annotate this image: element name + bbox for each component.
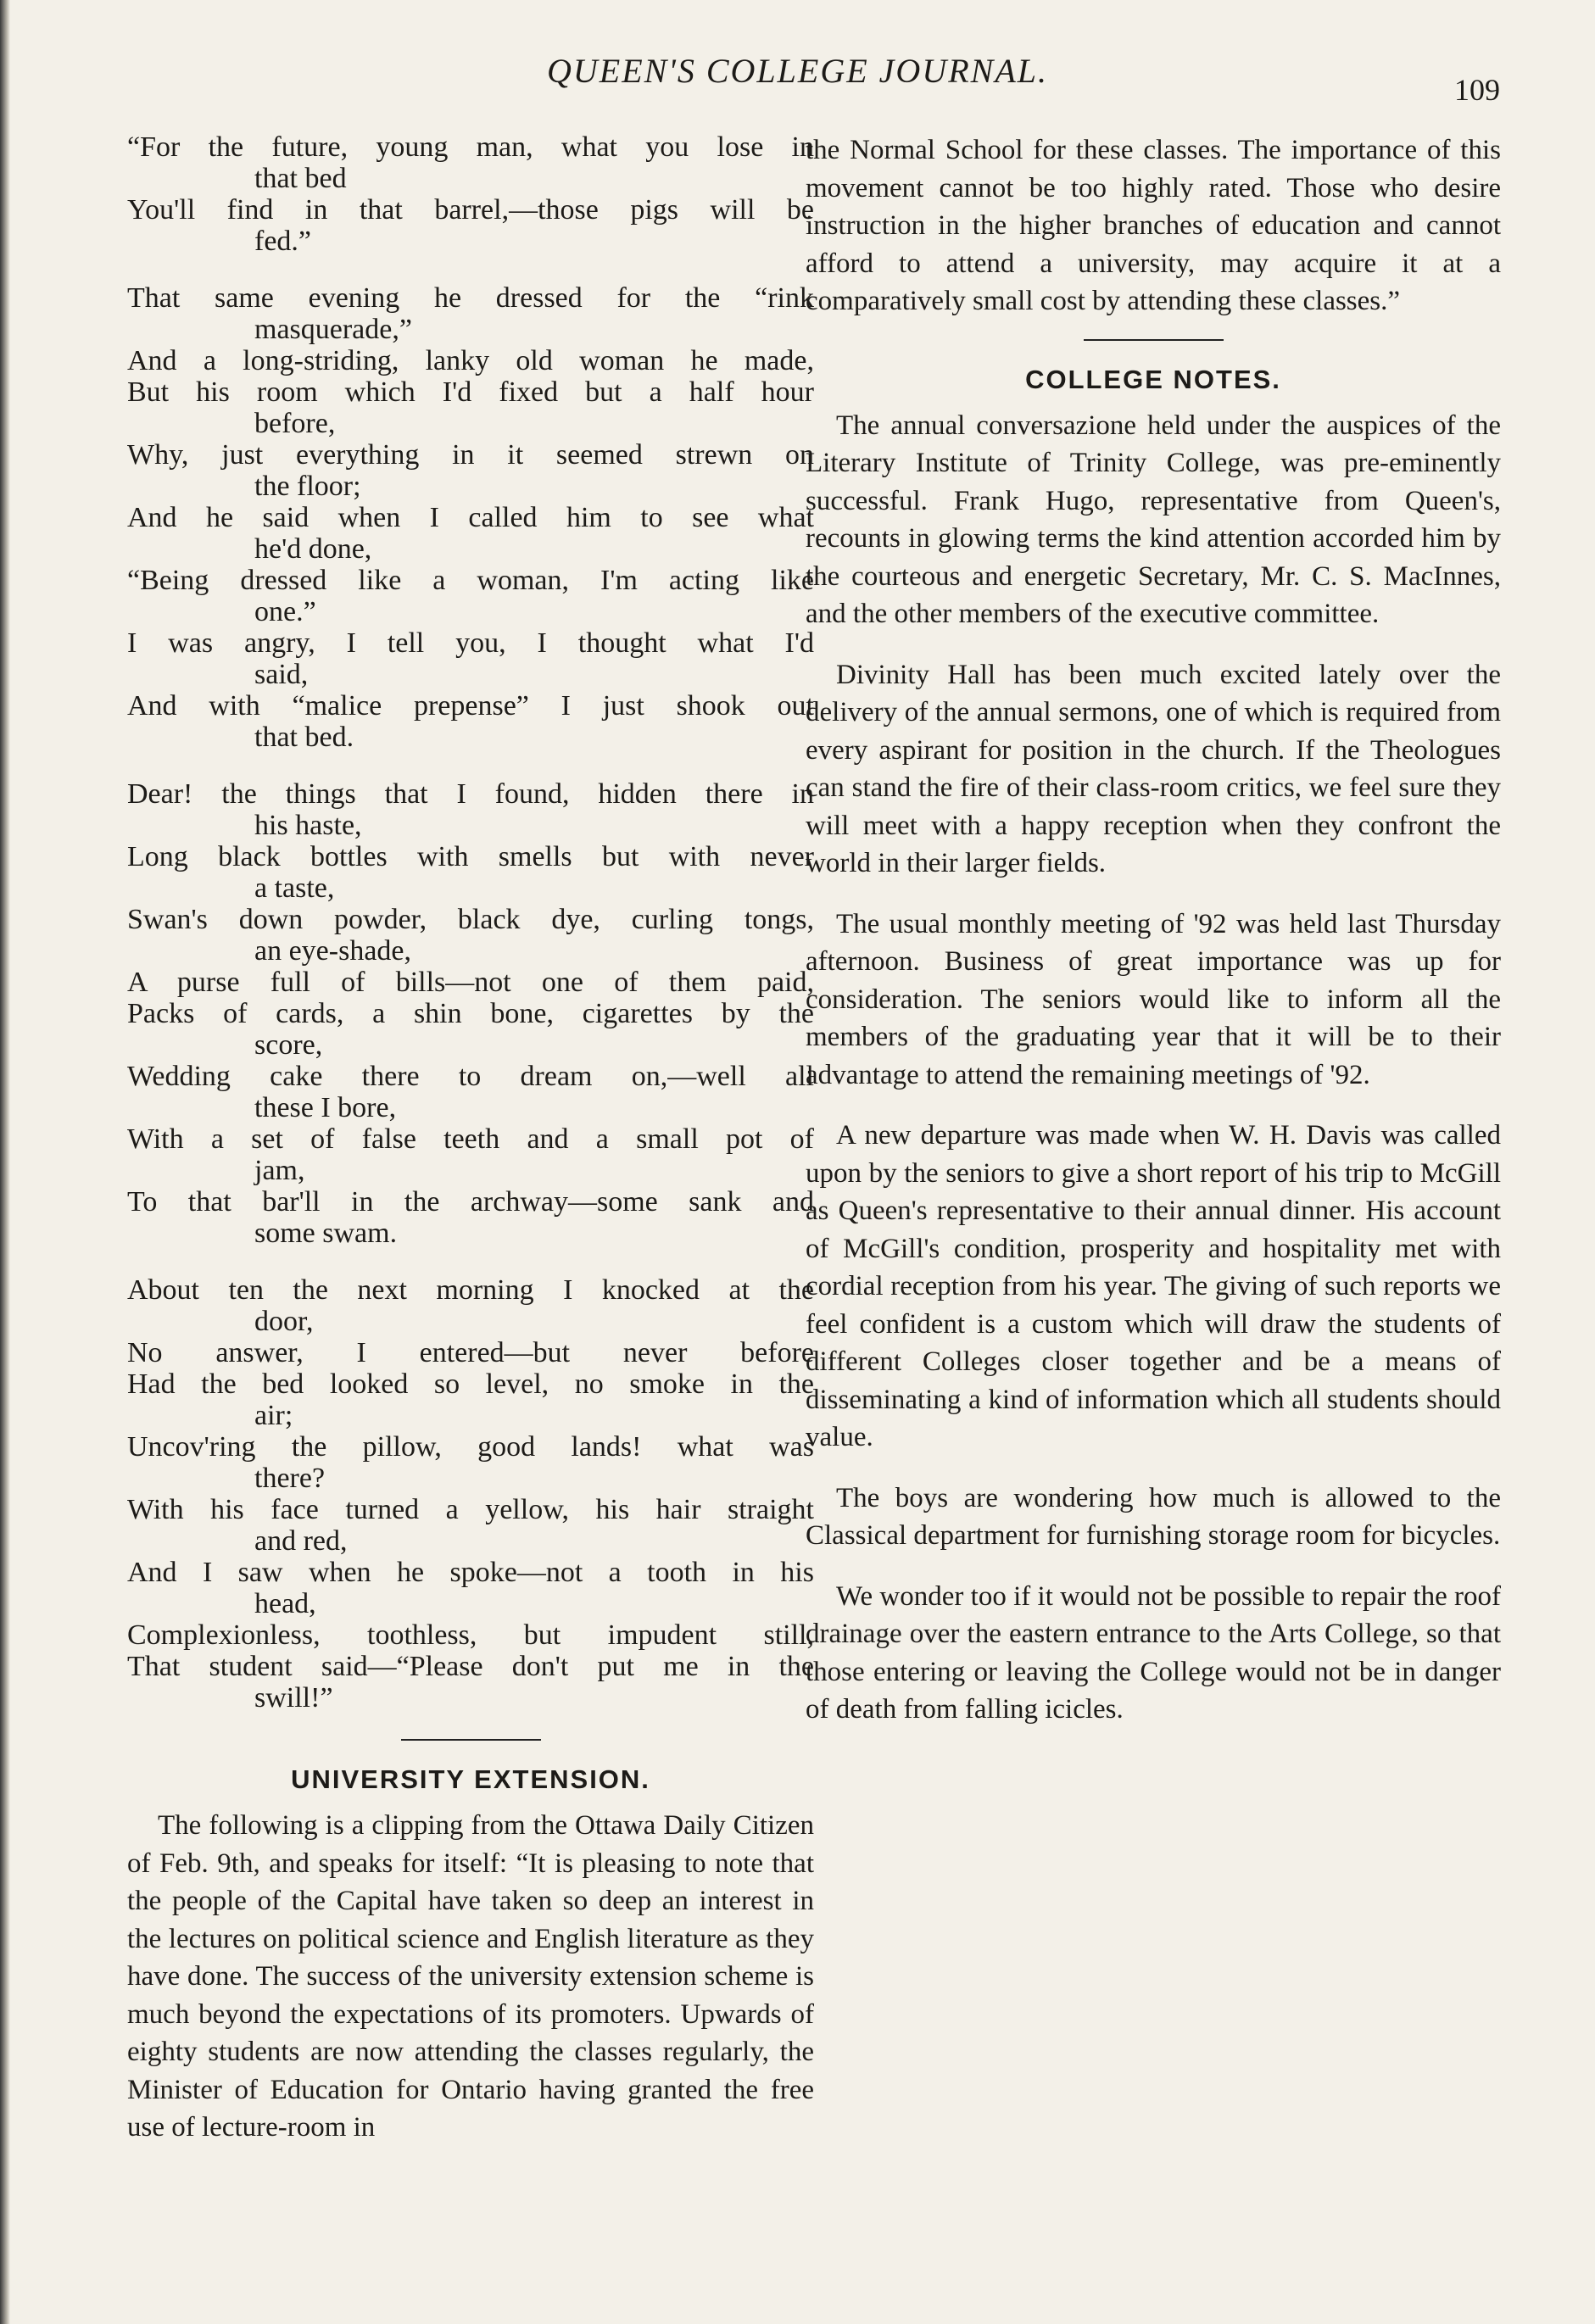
page-number: 109 bbox=[1454, 73, 1500, 107]
poem-line: Why, just everything in it seemed strewn on the floor; bbox=[127, 439, 814, 502]
stanza-4 bbox=[127, 1274, 814, 1714]
page-left-edge bbox=[0, 0, 10, 2324]
poem-line: And he said when I called him to see what he'd done, bbox=[127, 502, 814, 565]
poem-line: Complexionless, toothless, but impudent still, bbox=[127, 1619, 814, 1651]
poem-line: Had the bed looked so level, no smoke in the air; bbox=[127, 1368, 814, 1431]
paragraph: The usual monthly meeting of '92 was held last Thursday afternoon. Business of great importance was up for consideration. The seniors would like to inform all the members of the graduating year that it will be to their advantage to attend the remaining meetings of '92. bbox=[806, 908, 1501, 1090]
journal-title: QUEEN'S COLLEGE JOURNAL. bbox=[546, 52, 1048, 90]
poem-line: Wedding cake there to dream on,—well all these I bore, bbox=[127, 1061, 814, 1123]
paragraph: The annual conversazione held under the auspices of the Literary Institute of Trinity College, was pre-eminently successful. Frank Hugo, representative from Queen's, recounts in glowing terms the kind attention accorded him by the courteous and energetic Secretary, Mr. C. S. MacInnes, and the other members of the executive committee. bbox=[806, 410, 1501, 629]
college-notes-article bbox=[806, 407, 1501, 1729]
left-column bbox=[127, 131, 814, 2147]
poem-line: I was angry, I tell you, I thought what I'd said, bbox=[127, 627, 814, 690]
paragraph: the Normal School for these classes. The importance of this movement cannot be too highly rated. Those who desire instruction in the higher branches of education and cannot afford to attend a university, may acquire it at a comparatively small cost by attending these classes.” bbox=[806, 135, 1501, 316]
section-heading-college-notes: COLLEGE NOTES. bbox=[1025, 364, 1281, 394]
poem-line: You'll find in that barrel,—those pigs will be fed.” bbox=[127, 194, 814, 257]
poem-line: With a set of false teeth and a small pot of jam, bbox=[127, 1123, 814, 1186]
university-extension-article bbox=[127, 1807, 814, 2147]
university-extension-continued bbox=[806, 131, 1501, 320]
poem-line: No answer, I entered—but never before bbox=[127, 1337, 814, 1368]
stanza-2 bbox=[127, 282, 814, 753]
poem-line: And with “malice prepense” I just shook out that bed. bbox=[127, 690, 814, 753]
poem-line: Packs of cards, a shin bone, cigarettes by the score, bbox=[127, 998, 814, 1061]
poem-line: That student said—“Please don't put me in the swill!” bbox=[127, 1651, 814, 1714]
right-column bbox=[806, 131, 1501, 1729]
poem-line: Uncov'ring the pillow, good lands! what was there? bbox=[127, 1431, 814, 1494]
stanza-1 bbox=[127, 131, 814, 257]
stanza-3 bbox=[127, 778, 814, 1249]
poem-line: Dear! the things that I found, hidden there in his haste, bbox=[127, 778, 814, 841]
poem-line: About ten the next morning I knocked at the door, bbox=[127, 1274, 814, 1337]
poem-line: That same evening he dressed for the “rink masquerade,” bbox=[127, 282, 814, 345]
poem-line: Swan's down powder, black dye, curling tongs, an eye-shade, bbox=[127, 904, 814, 967]
paragraph: Divinity Hall has been much excited lately over the delivery of the annual sermons, one of which is required from every aspirant for position in the church. If the Theologues can stand the fire of their class-room critics, we feel sure they will meet with a happy reception when they confront the world in their larger fields. bbox=[806, 659, 1501, 878]
poem-line: A purse full of bills—not one of them paid, bbox=[127, 967, 814, 998]
poem-line: With his face turned a yellow, his hair straight and red, bbox=[127, 1494, 814, 1557]
section-divider bbox=[1084, 339, 1224, 341]
paragraph: The boys are wondering how much is allowed to the Classical department for furnishing storage room for bicycles. bbox=[806, 1482, 1501, 1551]
paragraph: A new departure was made when W. H. Davis was called upon by the seniors to give a short report of his trip to McGill as Queen's representative to their annual dinner. His account of McGill's condition, prosperity and hospitality met with cordial reception from his year. The giving of such reports we feel confident is a custom which will draw the students of different Colleges closer together and be a means of disseminating a kind of information which all students should value. bbox=[806, 1120, 1501, 1452]
section-heading-university-extension: UNIVERSITY EXTENSION. bbox=[291, 1764, 650, 1794]
poem-line: To that bar'll in the archway—some sank and some swam. bbox=[127, 1186, 814, 1249]
paragraph: We wonder too if it would not be possible to repair the roof drainage over the eastern entrance to the Arts College, so that those entering or leaving the College would not be in danger of death from falling icicles. bbox=[806, 1580, 1501, 1725]
poem-line: And a long-striding, lanky old woman he made, bbox=[127, 345, 814, 376]
poem-line: But his room which I'd fixed but a half hour before, bbox=[127, 376, 814, 439]
poem-line: “Being dressed like a woman, I'm acting like one.” bbox=[127, 565, 814, 627]
poem bbox=[127, 131, 814, 1714]
paragraph: The following is a clipping from the Ottawa Daily Citizen of Feb. 9th, and speaks for itself: “It is pleasing to note that the people of the Capital have taken so deep an interest in the lectures on political science and English literature as they have done. The success of the university extension scheme is much beyond the expectations of its promoters. Upwards of eighty students are now attending the classes regularly, the Minister of Education for Ontario having granted the free use of lecture-room in bbox=[127, 1810, 814, 2143]
poem-line: “For the future, young man, what you lose in that bed bbox=[127, 131, 814, 194]
poem-line: Long black bottles with smells but with never a taste, bbox=[127, 841, 814, 904]
poem-line: And I saw when he spoke—not a tooth in his head, bbox=[127, 1557, 814, 1619]
section-divider bbox=[401, 1739, 541, 1741]
